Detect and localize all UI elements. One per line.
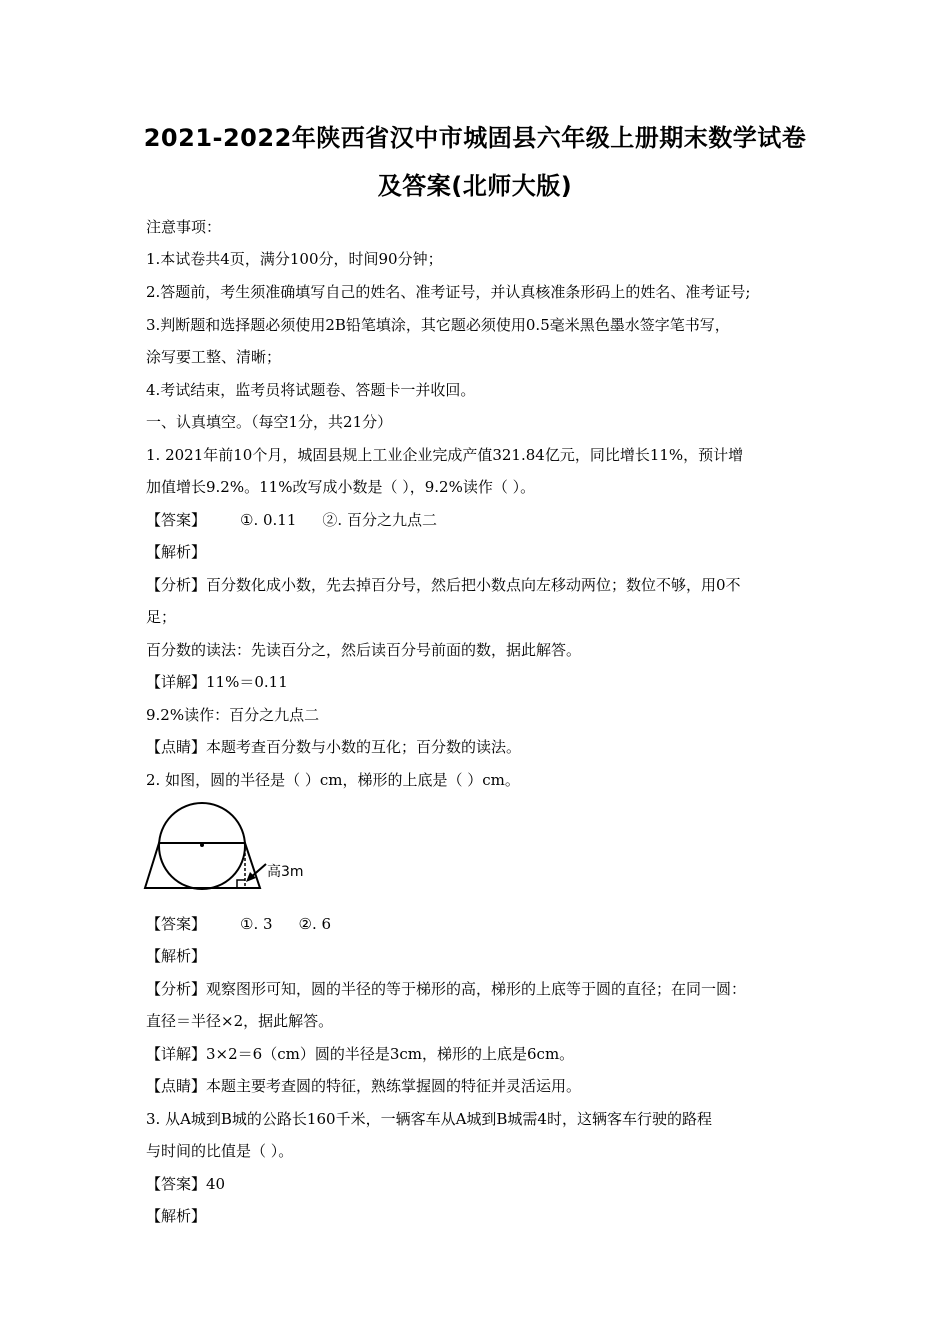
note-item: 3.判断题和选择题必须使用2B铅笔填涂，其它题必须使用0.5毫米黑色墨水签字笔书写， [146,316,730,334]
q1-stem-line-1: 1. 2021年前10个月，城固县规上工业企业完成产值321.84亿元，同比增长11%，预计增 [146,446,744,464]
section-heading: 一、认真填空。（每空1分，共21分） [146,413,393,431]
q1-fenxi-line-1: 【分析】百分数化成小数，先去掉百分号，然后把小数点向左移动两位；数位不够，用0不 [146,576,741,594]
answer-2: ②. 6 [298,915,332,933]
q1-xiangjie-line-1: 【详解】11%＝0.11 [146,673,288,691]
answer-label: 【答案】 [146,511,207,529]
q1-fenxi-line-3: 百分数的读法：先读百分之，然后读百分号前面的数，据此解答。 [146,641,582,659]
height-label: 高3m [267,864,304,880]
q2-answer [146,914,331,934]
q3-answer: 【答案】40 [146,1175,226,1193]
q3-stem-line-1: 3. 从A城到B城的公路长160千米，一辆客车从A城到B城需4时，这辆客车行驶的路程 [146,1110,712,1128]
answer-1: ①. 0.11 [240,511,297,529]
q2-fenxi-line-2: 直径＝半径×2，据此解答。 [146,1012,334,1030]
q2-stem: 2. 如图，圆的半径是（ ）cm，梯形的上底是（ ）cm。 [146,771,520,789]
right-angle-mark [237,880,245,888]
q1-stem-line-2: 加值增长9.2%。11%改写成小数是（ ），9.2%读作（ ）。 [146,478,536,496]
note-item: 1.本试卷共4页，满分100分，时间90分钟； [146,250,443,268]
document-title-line-2: 及答案(北师大版) [377,172,573,200]
q1-xiangjie-line-2: 9.2%读作：百分之九点二 [146,706,320,724]
note-item: 涂写要工整、清晰； [146,348,282,366]
answer-1: ①. 3 [240,915,273,933]
q2-fenxi-line-1: 【分析】观察图形可知，圆的半径的等于梯形的高，梯形的上底等于圆的直径；在同一圆： [146,980,747,998]
q2-dianjing: 【点睛】本题主要考查圆的特征，熟练掌握圆的特征并灵活运用。 [146,1077,582,1095]
q3-stem-line-2: 与时间的比值是（ ）。 [146,1142,294,1160]
answer-2: ②. 百分之九点二 [322,511,437,529]
note-item: 4.考试结束，监考员将试题卷、答题卡一并收回。 [146,381,476,399]
q1-fenxi-line-2: 足； [146,608,177,626]
trapezoid-shape [145,843,260,888]
document-title-line-1: 2021-2022年陕西省汉中市城固县六年级上册期末数学试卷 [143,124,807,152]
q2-jiexi: 【解析】 [146,947,207,965]
q1-dianjing: 【点睛】本题考查百分数与小数的互化；百分数的读法。 [146,738,522,756]
q2-xiangjie: 【详解】3×2＝6（cm）圆的半径是3cm，梯形的上底是6cm。 [146,1045,575,1063]
answer-label: 【答案】 [146,915,207,933]
q1-answer [146,510,437,530]
circle-trapezoid-figure [140,800,320,896]
note-item: 2.答题前，考生须准确填写自己的姓名、准考证号，并认真核准条形码上的姓名、准考证号; [146,283,751,301]
q3-jiexi: 【解析】 [146,1207,207,1225]
circle-center-dot [200,843,204,847]
q1-jiexi: 【解析】 [146,543,207,561]
notes-heading: 注意事项： [146,218,222,236]
